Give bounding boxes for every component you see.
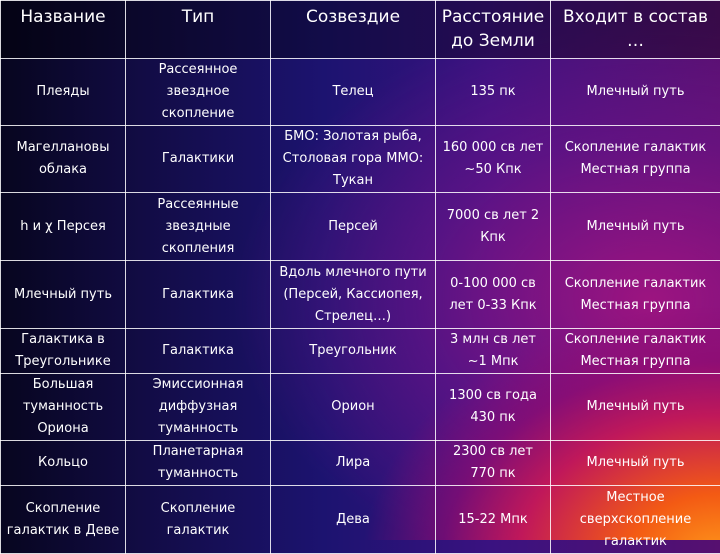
header-distance: Расстояние до Земли — [436, 1, 551, 59]
cell-type: Скопление галактик — [126, 486, 271, 554]
cell-type: Галактика — [126, 329, 271, 374]
cell-type: Галактика — [126, 261, 271, 329]
cell-constellation: БМО: Золотая рыба, Столовая гора ММО: Тукан — [271, 126, 436, 193]
cell-distance: 7000 св лет 2 Кпк — [436, 193, 551, 261]
cell-name: Магеллановы облака — [1, 126, 126, 193]
header-constellation: Созвездие — [271, 1, 436, 59]
cell-constellation: Лира — [271, 441, 436, 486]
header-row — [1, 1, 720, 59]
cell-name: h и χ Персея — [1, 193, 126, 261]
table-row — [1, 261, 720, 329]
cell-part-of: Млечный путь — [551, 59, 720, 126]
table-row — [1, 126, 720, 193]
cell-part-of: Скопление галактик Местная группа — [551, 126, 720, 193]
cell-name: Большая туманность Ориона — [1, 374, 126, 441]
table-row — [1, 486, 720, 554]
table-row — [1, 441, 720, 486]
cell-name: Млечный путь — [1, 261, 126, 329]
cell-distance: 2300 св лет 770 пк — [436, 441, 551, 486]
cell-constellation: Вдоль млечного пути (Персей, Кассиопея, Стрелец…) — [271, 261, 436, 329]
cell-type: Рассеянное звездное скопление — [126, 59, 271, 126]
cell-type: Эмиссионная диффузная туманность — [126, 374, 271, 441]
cell-constellation: Телец — [271, 59, 436, 126]
cell-name: Кольцо — [1, 441, 126, 486]
table-row — [1, 59, 720, 126]
cell-part-of: Млечный путь — [551, 441, 720, 486]
cell-part-of: Млечный путь — [551, 193, 720, 261]
cell-part-of: Скопление галактик Местная группа — [551, 329, 720, 374]
header-part-of: Входит в состав … — [551, 1, 720, 59]
cell-constellation: Треугольник — [271, 329, 436, 374]
table-row — [1, 374, 720, 441]
cell-name: Плеяды — [1, 59, 126, 126]
header-name: Название — [1, 1, 126, 59]
table-row — [1, 329, 720, 374]
cell-constellation: Дева — [271, 486, 436, 554]
header-type: Тип — [126, 1, 271, 59]
cell-type: Рассеянные звездные скопления — [126, 193, 271, 261]
cell-part-of: Местное сверхскопление галактик — [551, 486, 720, 554]
cell-distance: 15-22 Мпк — [436, 486, 551, 554]
cell-distance: 1300 св года 430 пк — [436, 374, 551, 441]
cell-type: Галактики — [126, 126, 271, 193]
cell-part-of: Скопление галактик Местная группа — [551, 261, 720, 329]
cell-distance: 3 млн св лет ~1 Мпк — [436, 329, 551, 374]
cell-type: Планетарная туманность — [126, 441, 271, 486]
cell-constellation: Персей — [271, 193, 436, 261]
table-row — [1, 193, 720, 261]
cell-distance: 0-100 000 св лет 0-33 Кпк — [436, 261, 551, 329]
cell-name: Галактика в Треугольнике — [1, 329, 126, 374]
cell-name: Скопление галактик в Деве — [1, 486, 126, 554]
cell-distance: 135 пк — [436, 59, 551, 126]
cell-part-of: Млечный путь — [551, 374, 720, 441]
cell-constellation: Орион — [271, 374, 436, 441]
cell-distance: 160 000 св лет ~50 Кпк — [436, 126, 551, 193]
